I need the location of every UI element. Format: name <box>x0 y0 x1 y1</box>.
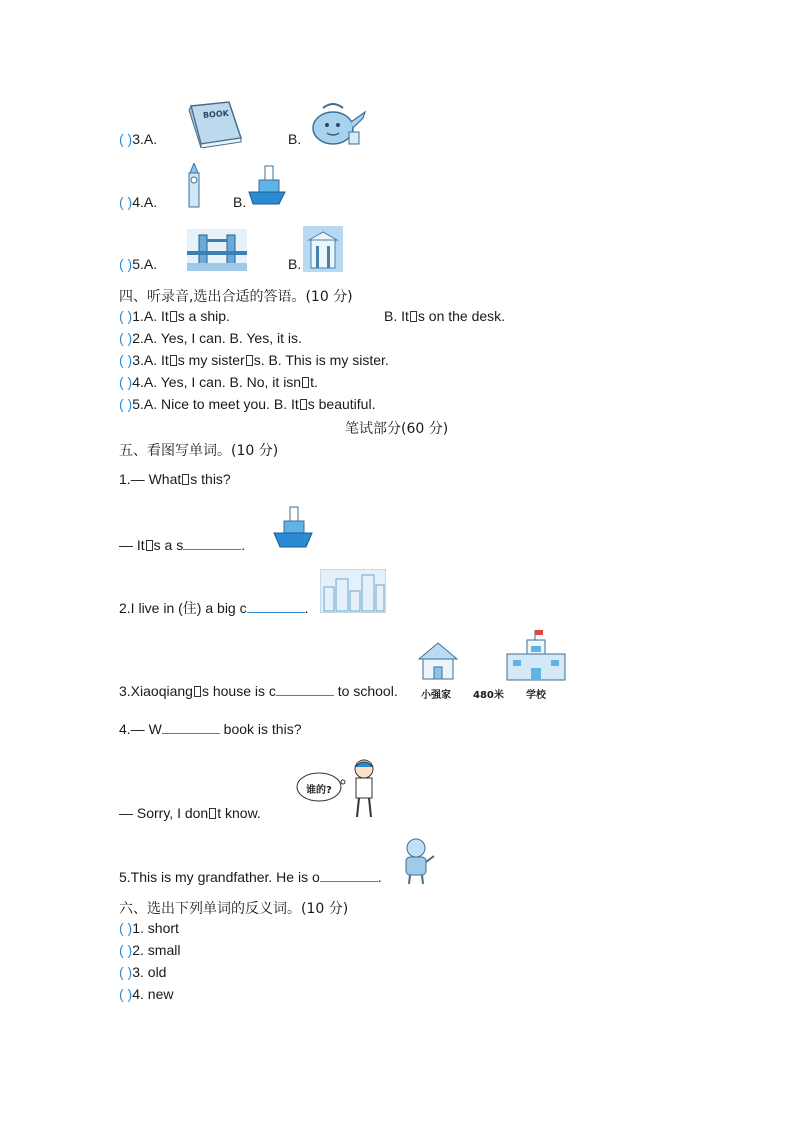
question-4-row <box>119 194 157 210</box>
option-b-label: B. <box>288 131 302 147</box>
question-number: 5.A. <box>132 256 158 272</box>
clock-tower-icon <box>186 163 202 209</box>
answer-parens[interactable]: ( ) <box>119 352 133 368</box>
question-number: 4.A. <box>132 194 158 210</box>
map-label: 小强家 <box>421 690 451 701</box>
question-5-row <box>119 256 157 272</box>
answer-parens[interactable]: ( ) <box>119 330 133 346</box>
list-item: ( )4.A. Yes, I can. B. No, it isn t. <box>119 374 318 390</box>
boy-icon <box>348 757 380 821</box>
answer-parens[interactable]: ( ) <box>119 256 133 272</box>
answer-1: — It s a s . <box>119 537 246 553</box>
book-icon <box>185 100 243 148</box>
question-number: 3.A. <box>132 131 158 147</box>
monument-icon <box>303 226 343 272</box>
question-3-row <box>119 131 157 147</box>
list-item: ( )4. new <box>119 986 174 1002</box>
list-item: ( )1. short <box>119 920 179 936</box>
option-b-label: B. <box>233 194 247 210</box>
list-item: ( )3. old <box>119 964 167 980</box>
question-2: 2.I live in (住) a big c . <box>119 600 309 616</box>
question-4: 4.— W book is this? <box>119 721 302 737</box>
answer-parens[interactable]: ( ) <box>119 920 133 936</box>
question-1: 1.— What s this? <box>119 471 231 487</box>
question-5: 5.This is my grandfather. He is o . <box>119 869 382 885</box>
list-item: ( )3.A. It s my sister s. B. This is my sister. <box>119 352 389 368</box>
tower-bridge-icon <box>187 229 247 271</box>
answer-parens[interactable]: ( ) <box>119 374 133 390</box>
answer-blank[interactable] <box>320 869 378 882</box>
answer-blank[interactable] <box>162 721 220 734</box>
answer-parens[interactable]: ( ) <box>119 942 133 958</box>
answer-blank[interactable] <box>183 537 241 550</box>
section-5-title: 五、看图写单词。(10 分) <box>119 443 279 459</box>
option-b-text: B. It s on the desk. <box>384 308 506 324</box>
answer-parens[interactable]: ( ) <box>119 194 133 210</box>
house-icon <box>417 641 459 681</box>
answer-parens[interactable]: ( ) <box>119 986 133 1002</box>
grandfather-icon <box>398 836 438 886</box>
answer-parens[interactable]: ( ) <box>119 396 133 412</box>
answer-parens[interactable]: ( ) <box>119 308 133 324</box>
map-label: 学校 <box>526 690 546 701</box>
ship-icon <box>272 505 314 551</box>
option-b-label: B. <box>288 256 302 272</box>
answer-parens[interactable]: ( ) <box>119 964 133 980</box>
city-icon <box>320 569 386 613</box>
list-item: ( )2.A. Yes, I can. B. Yes, it is. <box>119 330 302 346</box>
kettle-icon <box>305 98 369 148</box>
svg-text:BOOK: BOOK <box>202 108 230 121</box>
section-6-title: 六、选出下列单词的反义词。(10 分) <box>119 901 349 917</box>
list-item: ( )5.A. Nice to meet you. B. It s beautiful. <box>119 396 376 412</box>
section-4-title: 四、听录音,选出合适的答语。(10 分) <box>119 289 353 305</box>
list-item: ( )1.A. It s a ship. <box>119 308 230 324</box>
school-icon <box>505 628 567 682</box>
answer-blank[interactable] <box>247 600 305 613</box>
question-3: 3.Xiaoqiang s house is c to school. <box>119 683 398 699</box>
ship-icon <box>247 164 287 210</box>
answer-parens[interactable]: ( ) <box>119 131 133 147</box>
list-item: ( )2. small <box>119 942 181 958</box>
answer-blank[interactable] <box>276 683 334 696</box>
distance-label: 480米 <box>473 690 504 701</box>
written-part-heading: 笔试部分(60 分) <box>345 421 449 437</box>
answer-4: — Sorry, I don t know. <box>119 805 261 821</box>
thought-bubble-text: 谁的? <box>306 785 332 796</box>
